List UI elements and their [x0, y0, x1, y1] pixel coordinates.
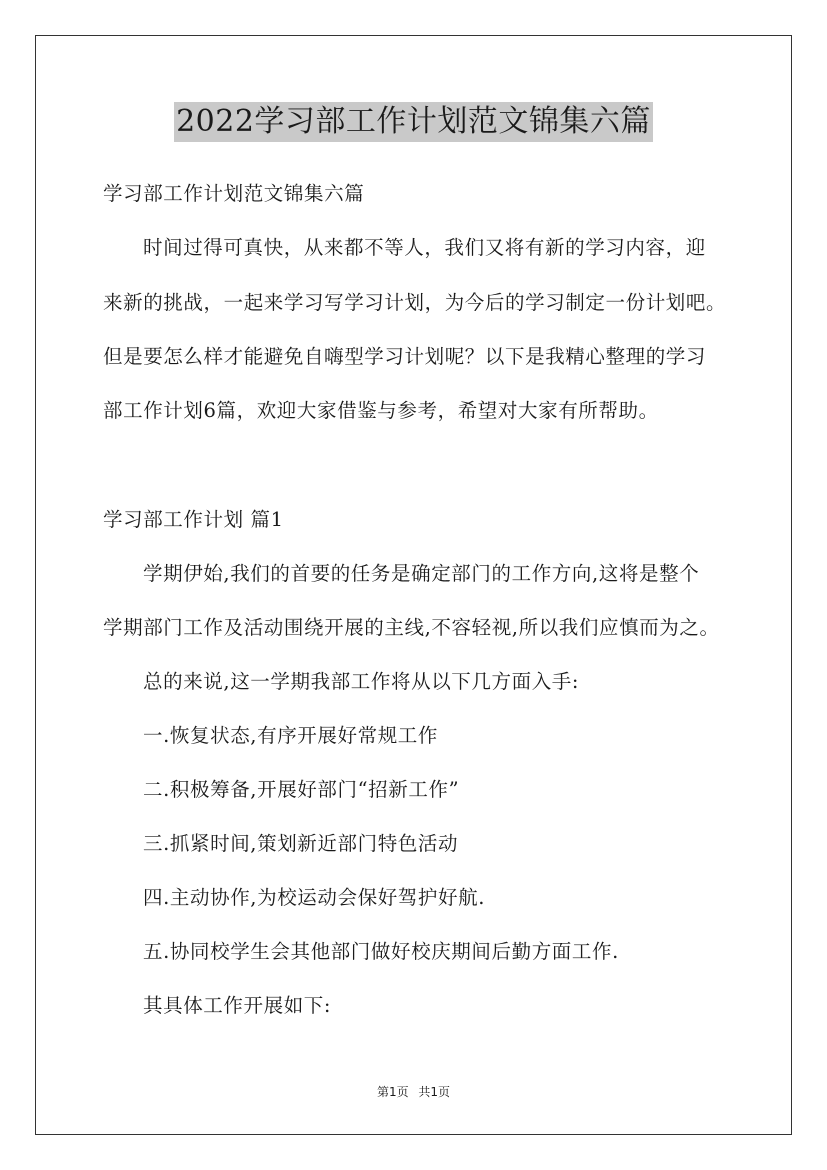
section-paragraph-line: 学期伊始,我们的首要的任务是确定部门的工作方向,这将是整个 — [143, 562, 700, 585]
list-item: 二.积极筹备,开展好部门“招新工作” — [143, 778, 460, 801]
list-item: 一.恢复状态,有序开展好常规工作 — [143, 724, 438, 747]
list-item: 三.抓紧时间,策划新近部门特色活动 — [143, 832, 459, 855]
subtitle: 学习部工作计划范文锦集六篇 — [103, 182, 365, 205]
intro-line: 来新的挑战，一起来学习写学习计划，为今后的学习制定一份计划吧。 — [103, 291, 727, 314]
intro-line: 但是要怎么样才能避免自嗨型学习计划呢？以下是我精心整理的学习 — [103, 345, 707, 368]
closing-line: 其具体工作开展如下: — [143, 994, 332, 1017]
document-title: 2022学习部工作计划范文锦集六篇 — [174, 102, 653, 142]
list-item: 四.主动协作,为校运动会保好驾护好航. — [143, 886, 485, 909]
title-container — [0, 102, 827, 142]
summary-line: 总的来说,这一学期我部工作将从以下几方面入手: — [143, 670, 580, 693]
intro-line: 时间过得可真快，从来都不等人，我们又将有新的学习内容，迎 — [143, 236, 706, 259]
page-number: 第1页 — [376, 1085, 409, 1099]
page-total: 共1页 — [418, 1085, 451, 1099]
section-heading: 学习部工作计划 篇1 — [103, 508, 284, 531]
section-paragraph-line: 学期部门工作及活动围绕开展的主线,不容轻视,所以我们应慎而为之。 — [103, 616, 720, 639]
list-item: 五.协同校学生会其他部门做好校庆期间后勤方面工作. — [143, 940, 619, 963]
intro-line: 部工作计划6篇，欢迎大家借鉴与参考，希望对大家有所帮助。 — [103, 399, 659, 422]
page-footer — [0, 1084, 827, 1100]
